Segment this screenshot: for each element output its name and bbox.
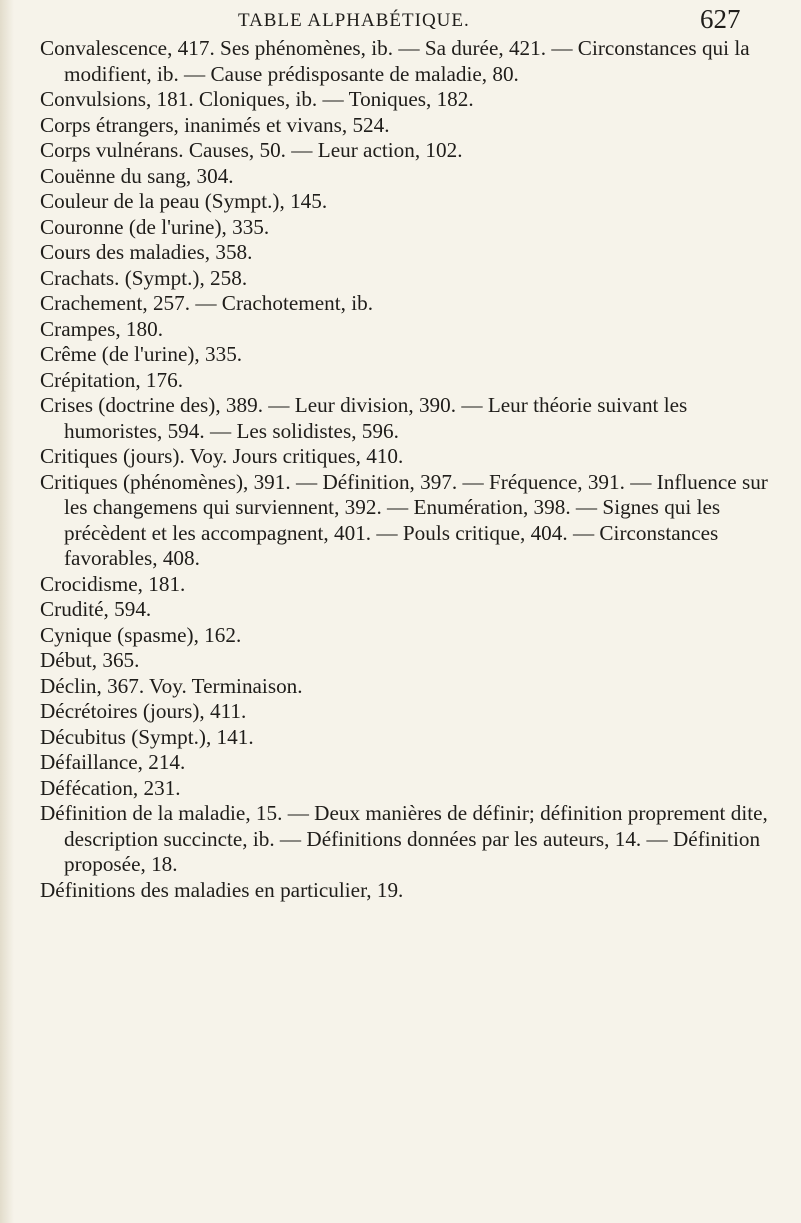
index-entry: Corps étrangers, inanimés et vivans, 524. [40,112,390,137]
index-entry: Corps vulnérans. Causes, 50. — Leur action, 102. [40,138,463,162]
index-entry: Crises (doctrine des), 389. — Leur division, 390. — Leur théorie suivant les humoristes, 594. — Les solidistes, 596. [40,393,693,443]
index-entry: Décubitus (Sympt.), 141. [40,724,254,749]
index-entry: Convulsions, 181. Cloniques, ib. — Toniques, 182. [40,87,474,111]
index-entry: Couronne (de l'urine), 335. [40,214,270,239]
index-entry: Crême (de l'urine), 335. [40,342,243,366]
index-entry: Crampes, 180. [40,316,163,341]
index-entry: Critiques (phénomènes), 391. — Définition, 397. — Fréquence, 391. — Influence sur les changemens qui surviennent, 392. — Enumération, 398. — Signes qui les précèdent et les accompagnent, 401. — Pouls critique, 404. — Circonstances favorables, 408. [40,469,774,570]
index-entry: Crachement, 257. — Crachotement, ib. [40,291,374,315]
index-entry: Définition de la maladie, 15. — Deux manières de définir; définition proprement dite, description succincte, ib. — Définitions données par les auteurs, 14. — Définition proposée, 18. [40,801,774,876]
index-entry: Crudité, 594. [40,597,152,621]
index-entry: Cynique (spasme), 162. [40,622,242,647]
index-entry: Convalescence, 417. Ses phénomènes, ib. — Sa durée, 421. — Circonstances qui la modifient, ib. — Cause prédisposante de maladie, 80. [40,36,755,86]
index-entry: Couleur de la peau (Sympt.), 145. [40,189,328,213]
index-entries [40,36,790,903]
index-entry: Critiques (jours). Voy. Jours critiques, 410. [40,444,404,468]
index-entry: Début, 365. [40,648,140,672]
index-entry: Crachats. (Sympt.), 258. [40,265,248,290]
index-entry: Couënne du sang, 304. [40,163,234,188]
index-entry: Déclin, 367. Voy. Terminaison. [40,673,303,698]
index-entry: Défaillance, 214. [40,750,186,774]
page-number: 627 [700,4,741,34]
index-entry: Défécation, 231. [40,775,181,800]
running-title: TABLE ALPHABÉTIQUE. [238,10,470,31]
page-edge-shadow [0,0,14,1223]
index-entry: Cours des maladies, 358. [40,240,253,264]
index-entry: Décrétoires (jours), 411. [40,699,247,723]
index-entry: Crépitation, 176. [40,367,183,392]
index-entry: Crocidisme, 181. [40,571,186,596]
index-entry: Définitions des maladies en particulier, 19. [40,877,404,902]
